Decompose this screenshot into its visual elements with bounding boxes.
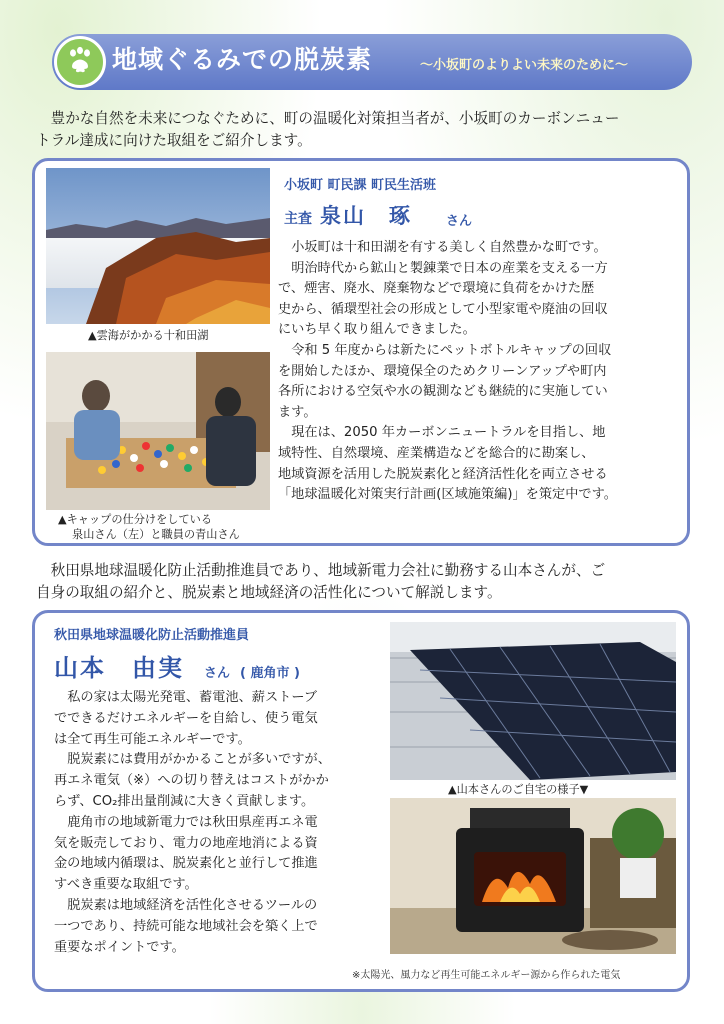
caption-lake: ▲雲海がかかる十和田湖 (88, 329, 209, 342)
caption-home: ▲山本さんのご自宅の様子▼ (448, 783, 589, 796)
footnote: ※太陽光、風力など再生可能エネルギー源から作られた電気 (352, 970, 621, 981)
solar-panel-photo (390, 622, 676, 780)
caption-sorting-2: 泉山さん（左）と職員の青山さん (72, 528, 240, 541)
honorific-2: さん (204, 666, 231, 681)
body-text-yamamoto: 私の家は太陽光発電、蓄電池、薪ストーブ でできるだけエネルギーを自給し、使う電気 は全て再生可能エネルギーです。 脱炭素には費用がかかることが多いですが、 再エネ電気（※）への切り替えはコストがかか らず、CO₂排出量削減に大きく貢献します。 鹿角市の地域新電力では秋田県産再エネ電 気を販売しており、電力の地産地消による資 金の地域内循環は、脱炭素化と並行して推進 すべき重要な取組です。 脱炭素は地域経済を活性化させるツールの 一つであり、持続可能な地域社会を築く上で 重要なポイントです。 (54, 690, 331, 955)
body-text-izumiyama: 小坂町は十和田湖を有する美しく自然豊かな町です。 明治時代から鉱山と製錬業で日本の産業を支える一方 で、煙害、廃水、廃棄物などで環境に負荷をかけた歴 史から、循環型社会の形成として小型家電や廃油の回収 にいち早く取り組んできました。 令和 5 年度からは新たにペットボトルキャップの回収 を開始したほか、環境保全のためクリーンアップや町内 各所における空気や水の観測なども継続的に実施してい ます。 現在は、2050 年カーボンニュートラルを目指し、地 域特性、自然環境、産業構造などを総合的に勘案し、 地域資源を活用した脱炭素化と経済活性化を両立させる 「地球温暖化対策実行計画(区域施策編)」を策定中です。 (278, 240, 617, 503)
wood-stove-photo (390, 798, 676, 954)
page-subtitle: ～小坂町のよりよい未来のために～ (420, 58, 629, 73)
lake-towada-photo (46, 168, 270, 324)
paw-print-icon (63, 45, 97, 79)
dept-label-2: 秋田県地球温暖化防止活動推進員 (54, 628, 250, 643)
intro-paragraph-2: 秋田県地球温暖化防止活動推進員であり、地域新電力会社に勤務する山本さんが、ご 自身の取組の紹介と、脱炭素と地域経済の活性化について解説します。 (36, 562, 606, 601)
city-label: ( 鹿角市 ) (240, 666, 300, 681)
paw-badge (54, 36, 106, 88)
cap-sorting-photo (46, 352, 270, 510)
honorific-1: さん (446, 214, 473, 229)
intro-paragraph-1: 豊かな自然を未来につなぐために、町の温暖化対策担当者が、小坂町のカーボンニュー トラル達成に向けた取組をご紹介します。 (36, 110, 620, 149)
role-label: 主査 (284, 211, 312, 227)
person-name-izumiyama: 泉山 琢 (320, 204, 412, 228)
caption-sorting-1: ▲キャップの仕分けをしている (58, 513, 213, 526)
person-name-yamamoto: 山本 由実 (54, 654, 184, 682)
dept-label-1: 小坂町 町民課 町民生活班 (284, 178, 437, 193)
page-title: 地域ぐるみでの脱炭素 (112, 45, 373, 74)
